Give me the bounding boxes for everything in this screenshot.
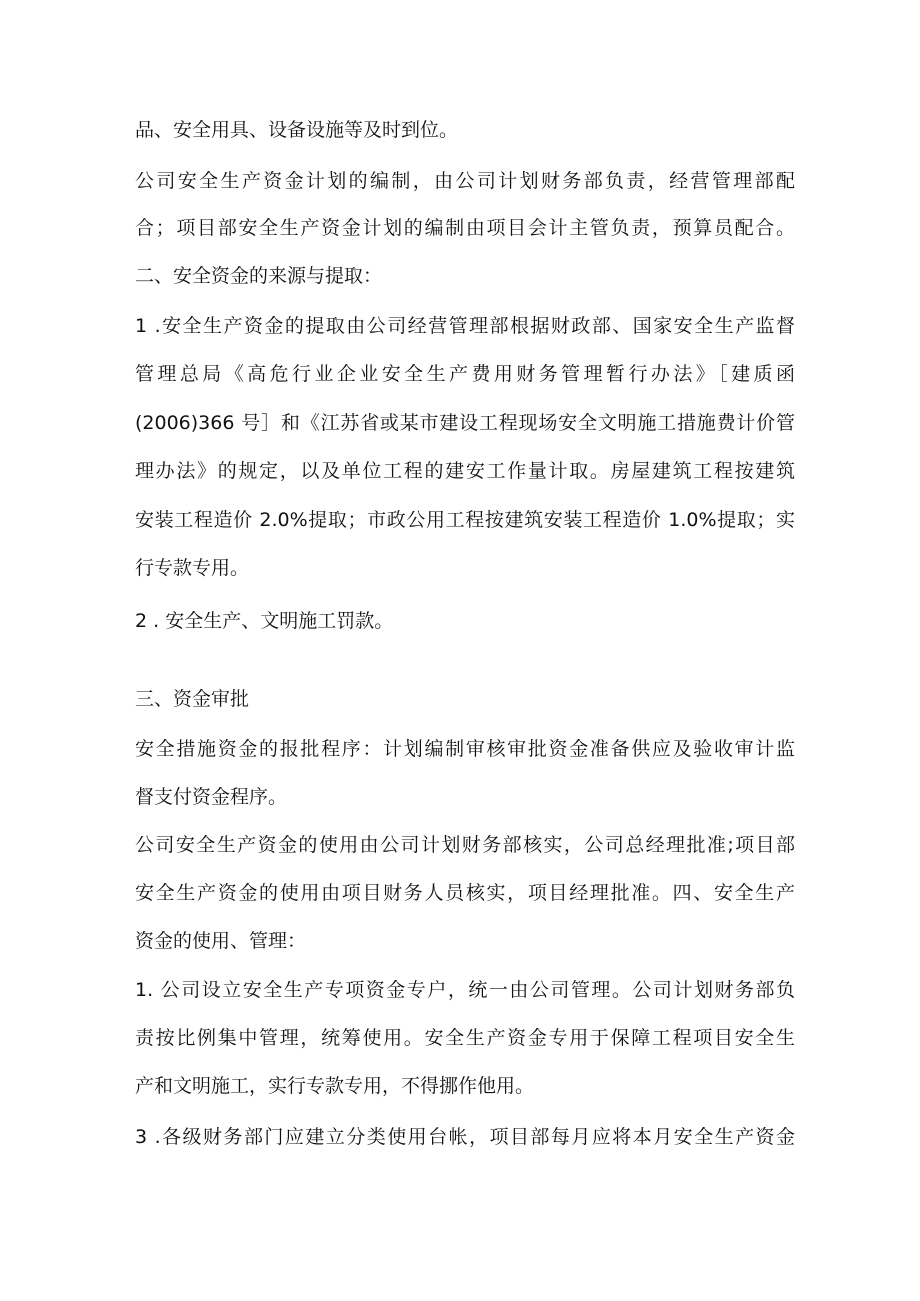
text-line-19: 责按比例集中管理，统筹使用。安全生产资金专用于保障工程项目安全生 bbox=[135, 1027, 795, 1049]
text-line-20: 产和文明施工，实行专款专用，不得挪作他用。 bbox=[135, 1075, 535, 1097]
text-line-17: 资金的使用、管理： bbox=[135, 930, 307, 952]
text-line-8: 理办法》的规定，以及单位工程的建安工作量计取。房屋建筑工程按建筑 bbox=[135, 460, 795, 482]
text-line-18: 1. 公司设立安全生产专项资金专户，统一由公司管理。公司计划财务部负 bbox=[135, 979, 795, 1001]
text-line-2: 公司安全生产资金计划的编制，由公司计划财务部负责，经营管理部配 bbox=[135, 170, 795, 192]
text-line-6: 管理总局《高危行业企业安全生产费用财务管理暂行办法》［建质函 bbox=[135, 363, 795, 385]
text-line-13: 安全措施资金的报批程序：计划编制审核审批资金准备供应及验收审计监 bbox=[135, 738, 795, 760]
text-line-3: 合；项目部安全生产资金计划的编制由项目会计主管负责，预算员配合。 bbox=[135, 217, 795, 239]
text-line-5: 1 .安全生产资金的提取由公司经营管理部根据财政部、国家安全生产监督 bbox=[135, 315, 795, 337]
text-line-9: 安装工程造价 2.0%提取；市政公用工程按建筑安装工程造价 1.0%提取；实 bbox=[135, 509, 795, 531]
text-line-11: 2 . 安全生产、文明施工罚款。 bbox=[135, 610, 394, 632]
text-line-10: 行专款专用。 bbox=[135, 557, 250, 579]
text-line-16: 安全生产资金的使用由项目财务人员核实，项目经理批准。四、安全生产 bbox=[135, 882, 795, 904]
text-line-15: 公司安全生产资金的使用由公司计划财务部核实，公司总经理批准;项目部 bbox=[135, 834, 795, 856]
text-line-1: 品、安全用具、设备设施等及时到位。 bbox=[135, 119, 459, 141]
section-heading-3: 三、资金审批 bbox=[135, 688, 250, 710]
text-line-7: (2006)366 号］和《江苏省或某市建设工程现场安全文明施工措施费计价管 bbox=[135, 412, 795, 434]
text-line-21: 3 .各级财务部门应建立分类使用台帐，项目部每月应将本月安全生产资金 bbox=[135, 1126, 795, 1148]
section-heading-2: 二、安全资金的来源与提取： bbox=[135, 265, 383, 287]
text-line-14: 督支付资金程序。 bbox=[135, 786, 288, 808]
